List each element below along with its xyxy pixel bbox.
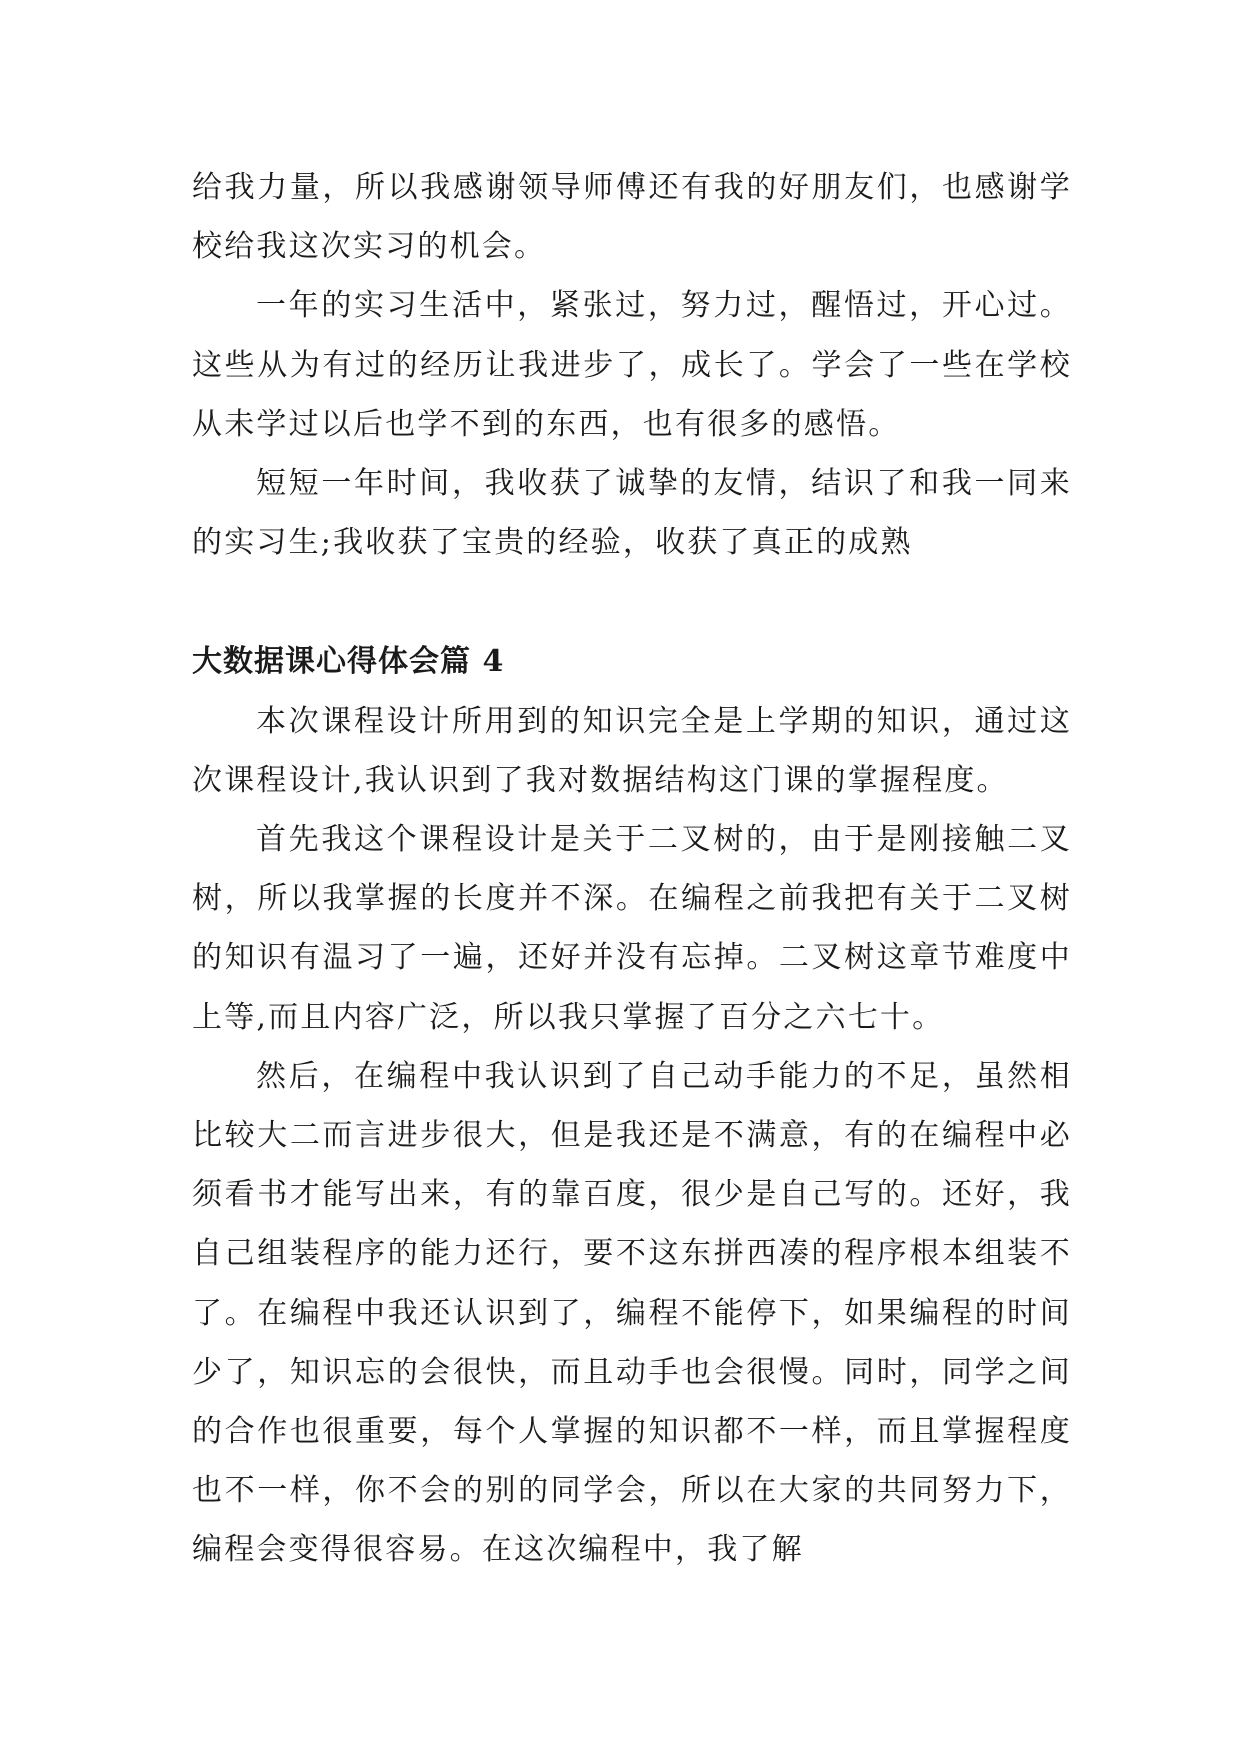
paragraph-course-design: 本次课程设计所用到的知识完全是上学期的知识，通过这次课程设计,我认识到了我对数据结构这门课的掌握程度。	[192, 703, 1072, 798]
paragraph-binary-tree: 首先我这个课程设计是关于二叉树的，由于是刚接触二叉树，所以我掌握的长度并不深。在编程之前我把有关于二叉树的知识有温习了一遍，还好并没有忘掉。二叉树这章节难度中上等,而且内容广泛，所以我只掌握了百分之六七十。	[192, 822, 1072, 1035]
paragraph-internship-year: 一年的实习生活中，紧张过，努力过，醒悟过，开心过。这些从为有过的经历让我进步了，成长了。学会了一些在学校从未学过以后也学不到的东西，也有很多的感悟。	[192, 288, 1072, 442]
document-body	[192, 158, 1072, 1580]
section-title: 大数据课心得体会篇 4	[192, 644, 505, 680]
paragraph-harvest: 短短一年时间，我收获了诚挚的友情，结识了和我一同来的实习生;我收获了宝贵的经验，收获了真正的成熟	[192, 466, 1072, 561]
paragraph-continuation: 给我力量，所以我感谢领导师傅还有我的好朋友们，也感谢学校给我这次实习的机会。	[192, 170, 1072, 265]
paragraph-programming: 然后，在编程中我认识到了自己动手能力的不足，虽然相比较大二而言进步很大，但是我还是不满意，有的在编程中必须看书才能写出来，有的靠百度，很少是自己写的。还好，我自己组装程序的能力还行，要不这东拼西凑的程序根本组装不了。在编程中我还认识到了，编程不能停下，如果编程的时间少了，知识忘的会很快，而且动手也会很慢。同时，同学之间的合作也很重要，每个人掌握的知识都不一样，而且掌握程度也不一样，你不会的别的同学会，所以在大家的共同努力下，编程会变得很容易。在这次编程中，我了解	[192, 1058, 1072, 1568]
